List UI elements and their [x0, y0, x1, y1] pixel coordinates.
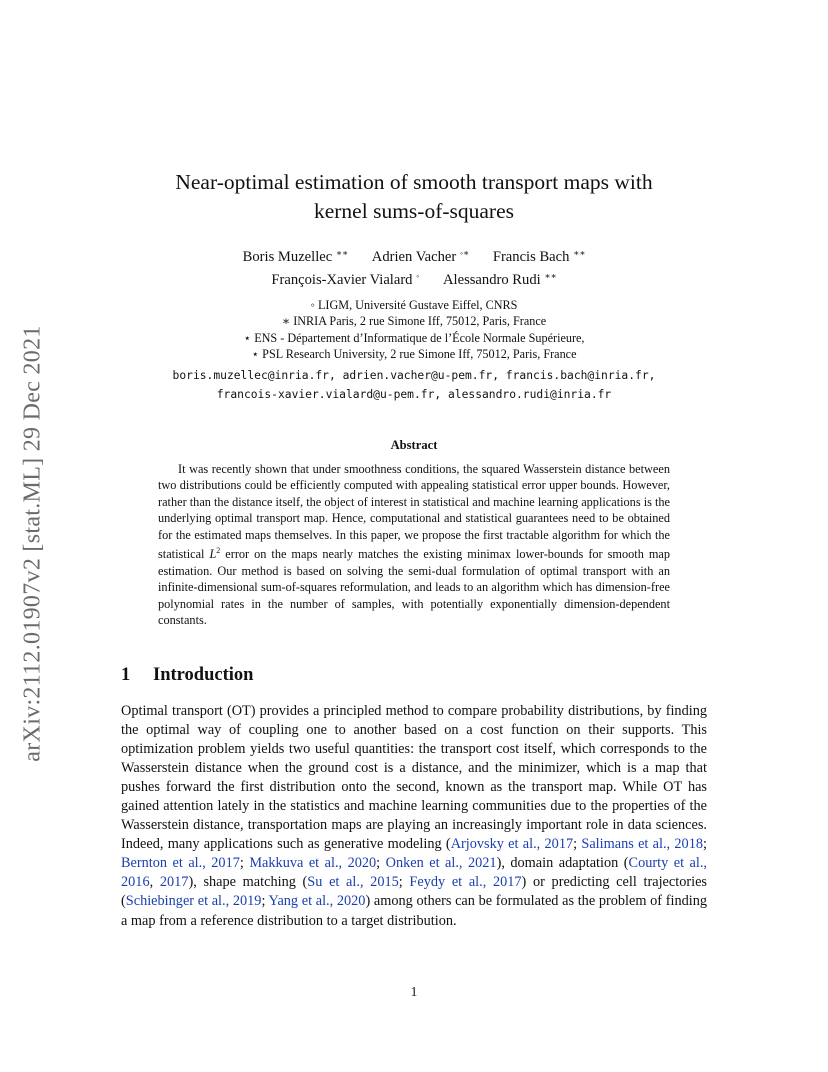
- author: Alessandro Rudi ∗∗: [443, 271, 557, 288]
- author-affiliation-mark: ∗∗: [573, 248, 586, 258]
- abstract-paragraph: It was recently shown that under smoothness conditions, the squared Wasserstein distance between two distributions could be efficiently computed with appealing statistical error upper bounds. However, rather than the distance itself, the object of interest in statistical and machine learning applications is the underlying optimal transport map. Hence, computational and statistical guarantees need to be obtained for the estimated maps themselves. In this paper, we propose the first tractable algorithm for which the statistical $L^2$ error on the maps nearly matches the existing minimax lower-bounds for smooth map estimation. Our method is based on solving the semi-dual formulation of optimal transport with an infinite-dimensional sum-of-squares reformulation, and leads to an algorithm which has dimension-free polynomial rates in the number of samples, with potentially exponentially dimension-dependent constants.: [158, 462, 670, 628]
- citation-link[interactable]: Makkuva et al., 2020: [249, 855, 377, 872]
- affiliation: ∗ INRIA Paris, 2 rue Simone Iff, 75012, Paris, France: [281, 314, 547, 329]
- abstract-body: [158, 461, 670, 629]
- citation-link[interactable]: Su et al., 2015: [307, 874, 399, 891]
- page-number: 1: [410, 984, 418, 999]
- affiliations: [0, 297, 828, 404]
- section-title: Introduction: [153, 665, 254, 685]
- citation-link[interactable]: Schiebinger et al., 2019: [125, 893, 262, 910]
- author-list: [0, 244, 828, 290]
- author: Boris Muzellec ∗∗: [242, 248, 349, 265]
- author-affiliation-mark: ∗∗: [335, 248, 349, 258]
- affiliation: ⋆ ENS - Département d’Informatique de l’École Normale Supérieure,: [243, 330, 585, 345]
- citation-link[interactable]: Courty et al., 2016: [121, 855, 707, 891]
- author-affiliation-mark: ◦∗: [459, 248, 470, 258]
- affiliation: ◦ LIGM, Université Gustave Eiffel, CNRS: [310, 298, 518, 312]
- citation-link[interactable]: Feydy et al., 2017: [409, 874, 522, 891]
- affiliation: ⋆ PSL Research University, 2 rue Simone Iff, 75012, Paris, France: [251, 347, 577, 362]
- citation-link[interactable]: Onken et al., 2021: [385, 855, 497, 872]
- citation-link[interactable]: Salimans et al., 2018: [581, 836, 704, 853]
- author: Francis Bach ∗∗: [492, 248, 586, 265]
- email-line: boris.muzellec@inria.fr, adrien.vacher@u-pem.fr, francis.bach@inria.fr,: [172, 368, 656, 382]
- section-number: 1: [121, 665, 131, 685]
- math-superscript: 2: [216, 546, 221, 556]
- introduction-paragraph: Optimal transport (OT) provides a principled method to compare probability distributions, by finding the optimal way of coupling one to another based on a cost function on their supports. This optimization problem yields two useful quantities: the transport cost itself, which corresponds to the Wasserstein distance when the ground cost is a distance, and the minimizer, which is a map that pushes forward the first distribution onto the second, known as the transport map. While OT has gained attention lately in the statistics and machine learning communities due to the properties of the Wasserstein distance, transportation maps are playing an increasingly important role in data sciences. Indeed, many applications such as generative modeling (Arjovsky et al., 2017; Salimans et al., 2018; Bernton et al., 2017; Makkuva et al., 2020; Onken et al., 2021), domain adaptation (Courty et al., 2016, 2017), shape matching (Su et al., 2015; Feydy et al., 2017) or predicting cell trajectories (Schiebinger et al., 2019; Yang et al., 2020) among others can be formulated as the problem of finding a map from a reference distribution to a target distribution.: [121, 703, 708, 929]
- author: Adrien Vacher ◦∗: [371, 248, 470, 265]
- title-line-1: Near-optimal estimation of smooth transport maps with: [175, 170, 653, 194]
- citation-link[interactable]: Arjovsky et al., 2017: [450, 836, 574, 853]
- paper-title: [0, 168, 828, 226]
- author-affiliation-mark: ◦: [416, 271, 420, 281]
- author: François-Xavier Vialard ◦: [271, 271, 420, 288]
- math-symbol: L: [209, 547, 217, 562]
- email-line: francois-xavier.vialard@u-pem.fr, alessandro.rudi@inria.fr: [216, 387, 612, 401]
- arxiv-identifier-stamp: arXiv:2112.01907v2 [stat.ML] 29 Dec 2021: [19, 325, 46, 762]
- citation-link[interactable]: Yang et al., 2020: [268, 893, 366, 910]
- citation-link[interactable]: 2017: [159, 874, 189, 891]
- abstract-heading: Abstract: [390, 438, 438, 452]
- citation-link[interactable]: Bernton et al., 2017: [121, 855, 240, 872]
- author-affiliation-mark: ∗∗: [544, 271, 557, 281]
- title-line-2: kernel sums-of-squares: [313, 199, 514, 223]
- section-heading: [121, 665, 253, 686]
